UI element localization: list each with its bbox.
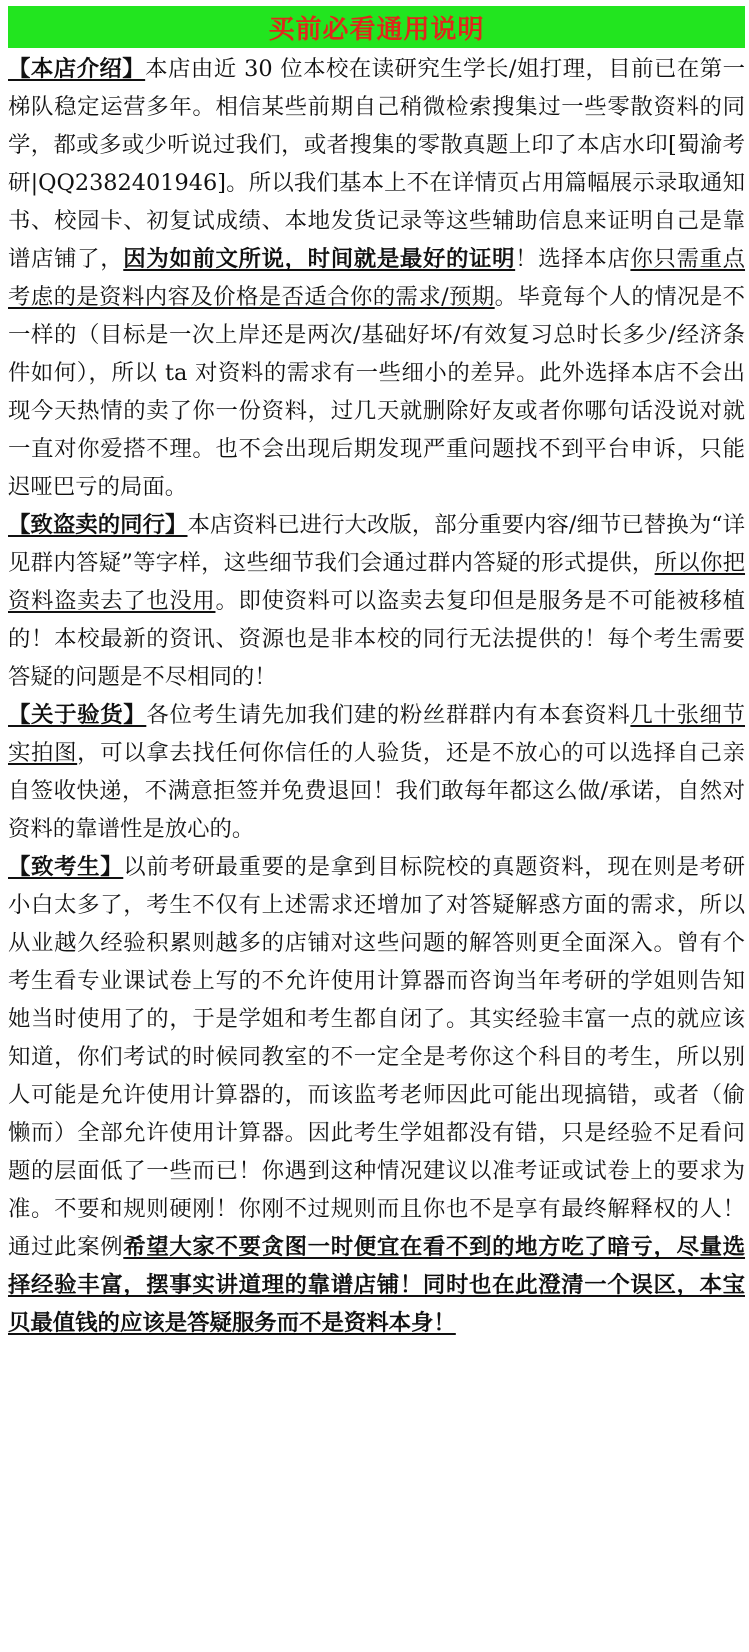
underlined-text: 几十张细节实拍图 [8, 702, 746, 766]
underlined-text: 你只需重点考虑的是资料内容及价格是否适合你的需求/预期 [8, 246, 746, 310]
emphasis-text: 希望大家不要贪图一时便宜在看不到的地方吃了暗亏，尽量选择经验丰富，摆事实讲道理的靠谱店铺！同时也在此澄清一个误区，本宝贝最值钱的应该是答疑服务而不是资料本身！ [8, 1234, 746, 1336]
document-body [8, 50, 745, 1342]
body-text: 各位考生请先加我们建的粉丝群群内有本套资料 [146, 702, 631, 728]
document-page [0, 6, 749, 1652]
emphasis-text: 因为如前文所说，时间就是最好的证明 [123, 246, 516, 272]
underlined-text: 所以你把资料盗卖去了也没用 [8, 550, 746, 614]
section-to-peers [8, 506, 745, 696]
section-store-intro [8, 50, 745, 506]
section-heading: 【致考生】 [8, 854, 124, 880]
page-title: 买前必看通用说明 [268, 14, 485, 45]
body-text: 。即使资料可以盗卖去复印但是服务是不可能被移植的！本校最新的资讯、资源也是非本校的同行无法提供的！每个考生需要答疑的问题是不尽相同的！ [8, 588, 746, 690]
title-banner [8, 6, 745, 48]
body-text: 本店由近 30 位本校在读研究生学长/姐打理，目前已在第一梯队稳定运营多年。相信某些前期自己稍微检索搜集过一些零散资料的同学，都或多或少听说过我们，或者搜集的零散真题上印了本店水印[蜀渝考研|QQ2382401946]。所以我们基本上不在详情页占用篇幅展示录取通知书、校园卡、初复试成绩、本地发货记录等这些辅助信息来证明自己是靠谱店铺了， [8, 56, 745, 272]
body-text: ，可以拿去找任何你信任的人验货，还是不放心的可以选择自己亲自签收快递，不满意拒签并免费退回！我们敢每年都这么做/承诺，自然对资料的靠谱性是放心的。 [8, 740, 746, 842]
section-heading: 【本店介绍】 [8, 56, 146, 82]
body-text: 。毕竟每个人的情况是不一样的（目标是一次上岸还是两次/基础好坏/有效复习总时长多少/经济条件如何），所以 ta 对资料的需求有一些细小的差异。此外选择本店不会出现今天热情的卖了你一份资料，过几天就删除好友或者你哪句话没说对就一直对你爱搭不理。也不会出现后期发现严重问题找不到平台申诉，只能迟哑巴亏的局面。 [8, 284, 746, 500]
section-inspection [8, 696, 745, 848]
section-to-candidates [8, 848, 745, 1342]
section-heading: 【关于验货】 [8, 702, 147, 728]
section-heading: 【致盗卖的同行】 [8, 512, 188, 538]
body-text: 本店资料已进行大改版，部分重要内容/细节已替换为“详见群内答疑”等字样，这些细节我们会通过群内答疑的形式提供， [8, 512, 746, 576]
body-text: 以前考研最重要的是拿到目标院校的真题资料，现在则是考研小白太多了，考生不仅有上述需求还增加了对答疑解惑方面的需求，所以从业越久经验积累则越多的店铺对这些问题的解答则更全面深入。曾有个考生看专业课试卷上写的不允许使用计算器而咨询当年考研的学姐则告知她当时使用了的，于是学姐和考生都自闭了。其实经验丰富一点的就应该知道，你们考试的时候同教室的不一定全是考你这个科目的考生，所以别人可能是允许使用计算器的，而该监考老师因此可能出现搞错，或者（偷懒而）全部允许使用计算器。因此考生学姐都没有错，只是经验不足看问题的层面低了一些而已！你遇到这种情况建议以准考证或试卷上的要求为准。不要和规则硬刚！你刚不过规则而且你也不是享有最终解释权的人！通过此案例 [8, 854, 746, 1260]
body-text: ！选择本店 [515, 246, 631, 272]
